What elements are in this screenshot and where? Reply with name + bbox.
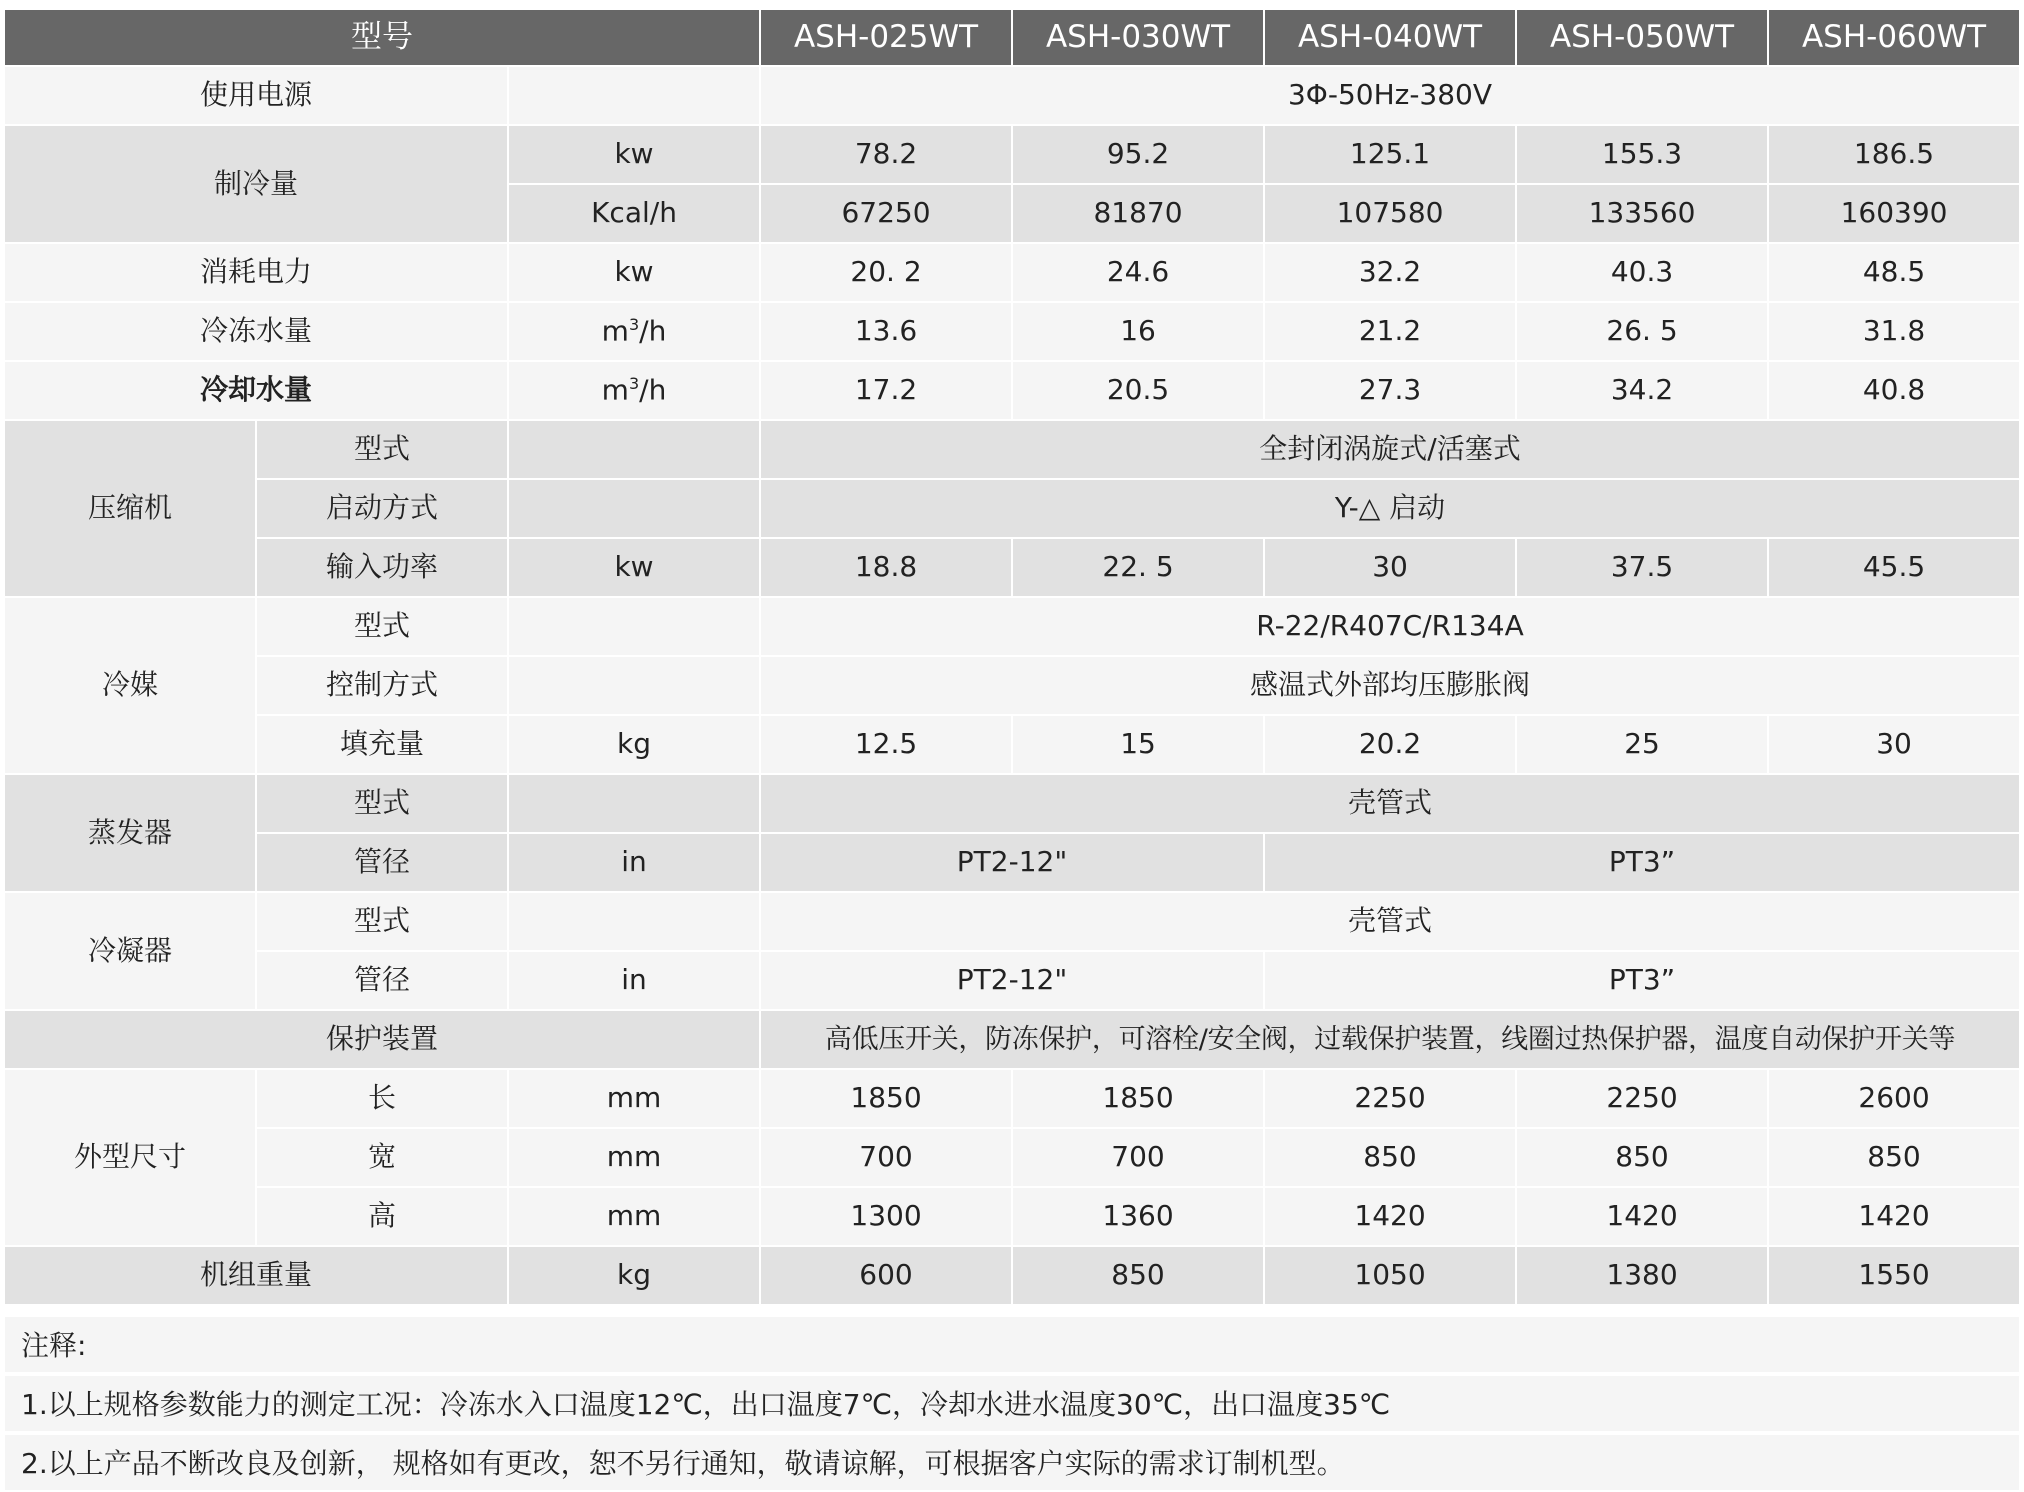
value-cell: 40.3 [1517, 244, 1769, 303]
sub-label: 填充量 [257, 716, 509, 775]
value-cell: 26. 5 [1517, 303, 1769, 362]
value-cell: 133560 [1517, 185, 1769, 244]
merged-value: PT3” [1265, 952, 2019, 1011]
value-cell: 40.8 [1769, 362, 2019, 421]
compressor-type-row [5, 421, 2019, 480]
unit-cell [509, 480, 761, 539]
value-cell: 600 [761, 1247, 1013, 1306]
value-cell: 32.2 [1265, 244, 1517, 303]
unit-base: m [601, 373, 629, 407]
unit-cell [509, 893, 761, 952]
unit-cell: mm [509, 1129, 761, 1188]
value-cell: 22. 5 [1013, 539, 1265, 598]
sub-label: 型式 [257, 775, 509, 834]
merged-value: Y-△ 启动 [761, 480, 2019, 539]
value-cell: 1300 [761, 1188, 1013, 1247]
evaporator-pipe-row [5, 834, 2019, 893]
sub-label: 型式 [257, 893, 509, 952]
value-cell: 850 [1769, 1129, 2019, 1188]
refrigerant-control-row [5, 657, 2019, 716]
sub-label: 管径 [257, 952, 509, 1011]
unit-superscript: 3 [628, 314, 640, 334]
unit-tail: /h [639, 373, 667, 407]
cooling-water-row [5, 362, 2019, 421]
row-label: 机组重量 [5, 1247, 509, 1306]
value-cell: 850 [1517, 1129, 1769, 1188]
sub-label: 长 [257, 1070, 509, 1129]
unit-cell: kg [509, 1247, 761, 1306]
sub-label: 宽 [257, 1129, 509, 1188]
unit-cell: kw [509, 539, 761, 598]
value-cell: 700 [1013, 1129, 1265, 1188]
merged-value: PT2-12" [761, 952, 1265, 1011]
value-cell: 12.5 [761, 716, 1013, 775]
note-item: 1.以上规格参数能力的测定工况：冷冻水入口温度12℃，出口温度7℃，冷却水进水温度30℃，出口温度35℃ [5, 1376, 2019, 1433]
value-cell: 27.3 [1265, 362, 1517, 421]
value-cell: 18.8 [761, 539, 1013, 598]
model-name: ASH-040WT [1265, 10, 1517, 67]
unit-cell [509, 598, 761, 657]
unit-tail: /h [639, 314, 667, 348]
sub-label: 高 [257, 1188, 509, 1247]
chilled-water-row [5, 303, 2019, 362]
unit-cell [509, 362, 761, 421]
model-name: ASH-060WT [1769, 10, 2019, 67]
refrigerant-charge-row [5, 716, 2019, 775]
unit-base: m [601, 314, 629, 348]
unit-cell [509, 657, 761, 716]
value-cell: 30 [1769, 716, 2019, 775]
unit-cell: in [509, 952, 761, 1011]
value-cell: 25 [1517, 716, 1769, 775]
merged-value: R-22/R407C/R134A [761, 598, 2019, 657]
refrigerant-type-row [5, 598, 2019, 657]
unit-cell: Kcal/h [509, 185, 761, 244]
evaporator-type-row [5, 775, 2019, 834]
model-name: ASH-050WT [1517, 10, 1769, 67]
power-supply-row [5, 67, 2019, 126]
value-cell: 15 [1013, 716, 1265, 775]
row-label: 使用电源 [5, 67, 509, 126]
power-supply-value: 3Φ-50Hz-380V [761, 67, 2019, 126]
value-cell: 2250 [1265, 1070, 1517, 1129]
dimension-height-row [5, 1188, 2019, 1247]
row-label: 保护装置 [5, 1011, 761, 1070]
value-cell: 2250 [1517, 1070, 1769, 1129]
dimension-width-row [5, 1129, 2019, 1188]
value-cell: 1550 [1769, 1247, 2019, 1306]
value-cell: 78.2 [761, 126, 1013, 185]
cooling-capacity-kw-row [5, 126, 2019, 185]
spec-table [5, 10, 2019, 1306]
value-cell: 34.2 [1517, 362, 1769, 421]
value-cell: 1850 [1013, 1070, 1265, 1129]
unit-cell [509, 775, 761, 834]
value-cell: 16 [1013, 303, 1265, 362]
sub-label: 型式 [257, 598, 509, 657]
value-cell: 1850 [761, 1070, 1013, 1129]
value-cell: 95.2 [1013, 126, 1265, 185]
value-cell: 107580 [1265, 185, 1517, 244]
value-cell: 160390 [1769, 185, 2019, 244]
compressor-input-row [5, 539, 2019, 598]
protection-row [5, 1011, 2019, 1070]
value-cell: 2600 [1769, 1070, 2019, 1129]
value-cell: 37.5 [1517, 539, 1769, 598]
model-label: 型号 [5, 10, 761, 67]
dimension-length-row [5, 1070, 2019, 1129]
group-label: 冷媒 [5, 598, 257, 775]
notes-title: 注释: [5, 1317, 2019, 1374]
value-cell: 21.2 [1265, 303, 1517, 362]
compressor-start-row [5, 480, 2019, 539]
unit-cell: kw [509, 126, 761, 185]
row-label: 消耗电力 [5, 244, 509, 303]
sub-label: 型式 [257, 421, 509, 480]
unit-cell [509, 303, 761, 362]
value-cell: 1420 [1769, 1188, 2019, 1247]
unit-cell [509, 421, 761, 480]
condenser-pipe-row [5, 952, 2019, 1011]
unit-cell: kw [509, 244, 761, 303]
value-cell: 81870 [1013, 185, 1265, 244]
value-cell: 20.2 [1265, 716, 1517, 775]
group-label: 外型尺寸 [5, 1070, 257, 1247]
merged-value: 感温式外部均压膨胀阀 [761, 657, 2019, 716]
value-cell: 155.3 [1517, 126, 1769, 185]
value-cell: 48.5 [1769, 244, 2019, 303]
sub-label: 管径 [257, 834, 509, 893]
value-cell: 17.2 [761, 362, 1013, 421]
group-label: 蒸发器 [5, 775, 257, 893]
protection-value: 高低压开关，防冻保护，可溶栓/安全阀，过载保护装置，线圈过热保护器，温度自动保护开关等 [761, 1011, 2019, 1070]
merged-value: 壳管式 [761, 893, 2019, 952]
group-label: 压缩机 [5, 421, 257, 598]
value-cell: 1420 [1265, 1188, 1517, 1247]
merged-value: PT3” [1265, 834, 2019, 893]
value-cell: 24.6 [1013, 244, 1265, 303]
merged-value: 全封闭涡旋式/活塞式 [761, 421, 2019, 480]
model-name: ASH-030WT [1013, 10, 1265, 67]
note-item: 2.以上产品不断改良及创新， 规格如有更改，恕不另行通知，敬请谅解，可根据客户实际的需求订制机型。 [5, 1435, 2019, 1492]
value-cell: 30 [1265, 539, 1517, 598]
unit-cell: kg [509, 716, 761, 775]
value-cell: 850 [1013, 1247, 1265, 1306]
sub-label: 启动方式 [257, 480, 509, 539]
value-cell: 20.5 [1013, 362, 1265, 421]
value-cell: 186.5 [1769, 126, 2019, 185]
row-label: 制冷量 [5, 126, 509, 244]
unit-superscript: 3 [628, 373, 640, 393]
unit-cell [509, 67, 761, 126]
value-cell: 125.1 [1265, 126, 1517, 185]
unit-cell: mm [509, 1070, 761, 1129]
value-cell: 1360 [1013, 1188, 1265, 1247]
value-cell: 45.5 [1769, 539, 2019, 598]
sub-label: 输入功率 [257, 539, 509, 598]
group-label: 冷凝器 [5, 893, 257, 1011]
unit-cell: mm [509, 1188, 761, 1247]
value-cell: 1380 [1517, 1247, 1769, 1306]
model-name: ASH-025WT [761, 10, 1013, 67]
merged-value: PT2-12" [761, 834, 1265, 893]
sub-label: 控制方式 [257, 657, 509, 716]
value-cell: 700 [761, 1129, 1013, 1188]
value-cell: 20. 2 [761, 244, 1013, 303]
value-cell: 67250 [761, 185, 1013, 244]
value-cell: 31.8 [1769, 303, 2019, 362]
value-cell: 1420 [1517, 1188, 1769, 1247]
value-cell: 1050 [1265, 1247, 1517, 1306]
value-cell: 850 [1265, 1129, 1517, 1188]
row-label: 冷冻水量 [5, 303, 509, 362]
weight-row [5, 1247, 2019, 1306]
merged-value: 壳管式 [761, 775, 2019, 834]
condenser-type-row [5, 893, 2019, 952]
row-label: 冷却水量 [5, 362, 509, 421]
power-consumption-row [5, 244, 2019, 303]
header-row [5, 10, 2019, 67]
unit-cell: in [509, 834, 761, 893]
value-cell: 13.6 [761, 303, 1013, 362]
